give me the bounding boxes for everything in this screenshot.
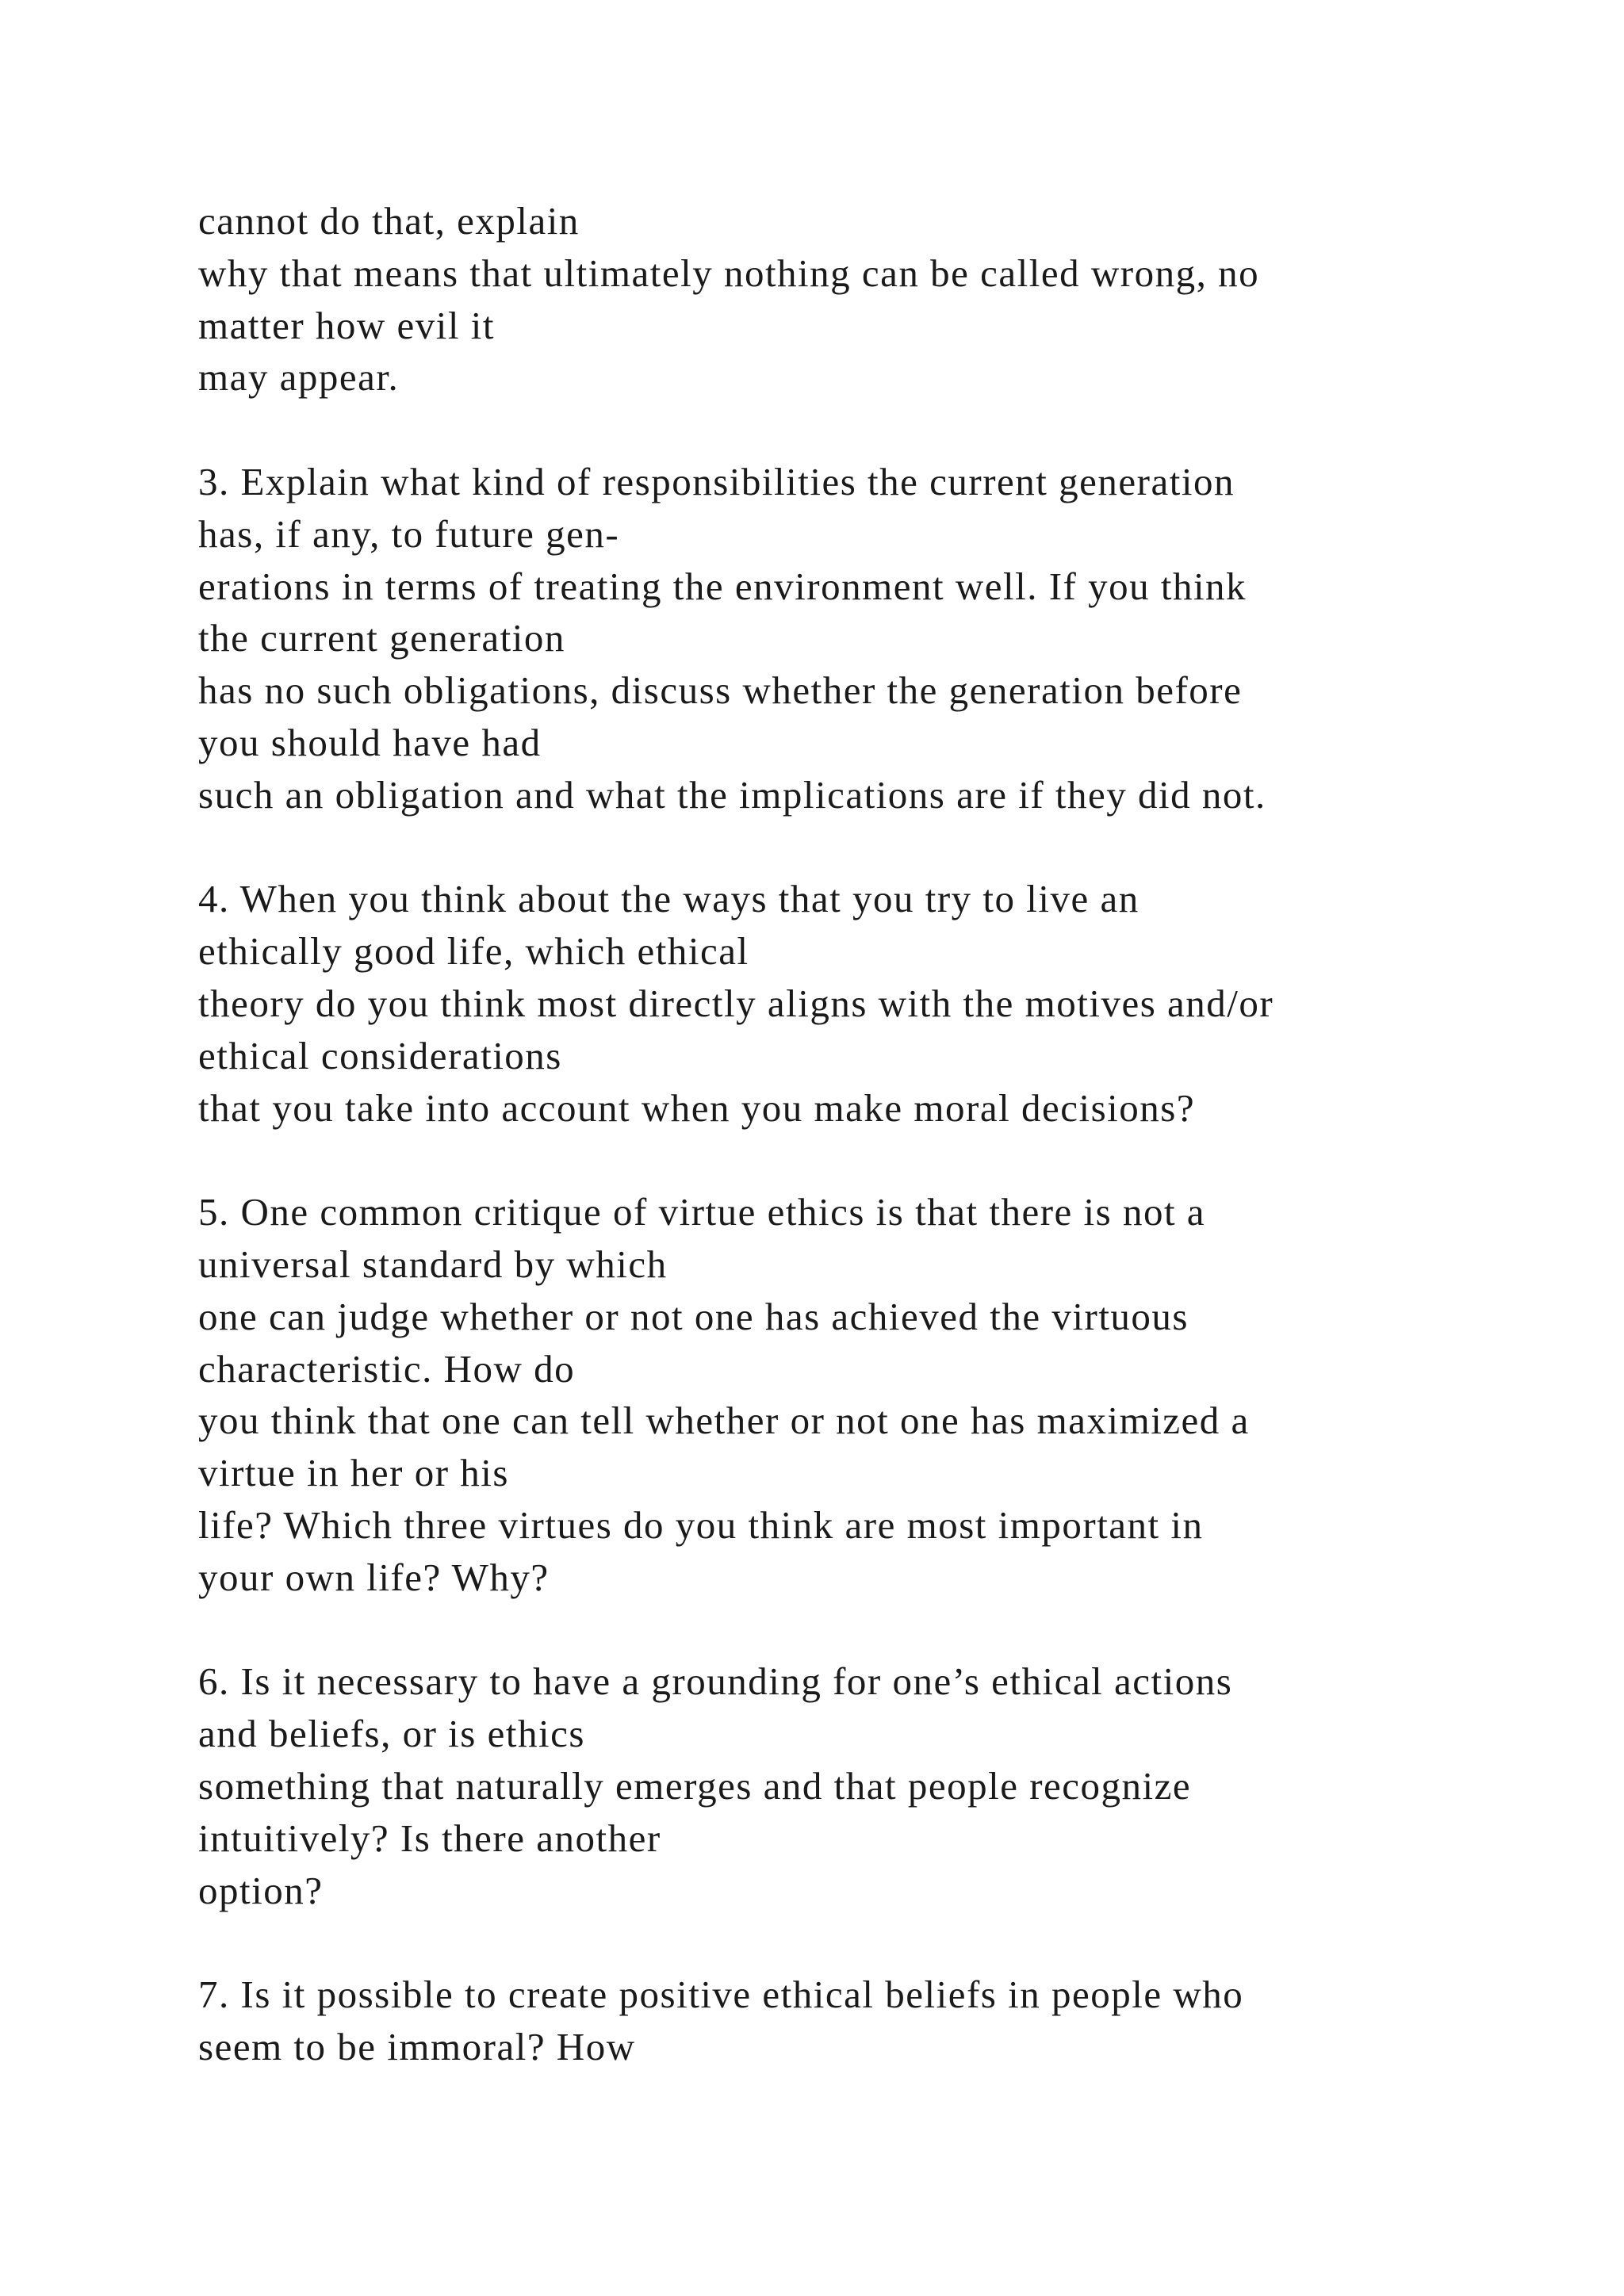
question-3 — [198, 456, 1562, 821]
text-line: option? — [198, 1868, 324, 1912]
text-line: matter how evil it — [198, 303, 495, 347]
text-line: has no such obligations, discuss whether the generation before — [198, 668, 1243, 713]
text-line: why that means that ultimately nothing can be called wrong, no — [198, 251, 1260, 295]
text-line: erations in terms of treating the environment well. If you think — [198, 564, 1247, 608]
text-line: 3. Explain what kind of responsibilities the current generation — [198, 459, 1235, 503]
text-line: virtue in her or his — [198, 1451, 509, 1495]
question-7 — [198, 1969, 1562, 2073]
text-line: the current generation — [198, 616, 565, 660]
text-line: 7. Is it possible to create positive ethical beliefs in people who — [198, 1973, 1244, 2017]
text-line: something that naturally emerges and that people recognize — [198, 1763, 1192, 1808]
text-line: and beliefs, or is ethics — [198, 1712, 585, 1756]
text-line: has, if any, to future gen- — [198, 511, 620, 556]
text-line: 5. One common critique of virtue ethics is that there is not a — [198, 1190, 1206, 1234]
text-line: cannot do that, explain — [198, 199, 580, 243]
text-line: such an obligation and what the implications are if they did not. — [198, 772, 1266, 817]
text-line: that you take into account when you make moral decisions? — [198, 1085, 1196, 1130]
text-line: seem to be immoral? How — [198, 2024, 636, 2068]
question-4 — [198, 873, 1562, 1134]
text-line: 4. When you think about the ways that you try to live an — [198, 877, 1139, 921]
question-5 — [198, 1186, 1562, 1603]
question-6 — [198, 1655, 1562, 1916]
text-line: you think that one can tell whether or not one has maximized a — [198, 1399, 1250, 1443]
text-line: life? Which three virtues do you think are most important in — [198, 1502, 1204, 1547]
text-line: ethically good life, which ethical — [198, 929, 749, 974]
text-line: 6. Is it necessary to have a grounding for one’s ethical actions — [198, 1659, 1233, 1704]
text-line: one can judge whether or not one has achieved the virtuous — [198, 1294, 1189, 1338]
paragraph-continuation — [198, 195, 1562, 404]
text-line: your own life? Why? — [198, 1555, 550, 1599]
text-line: universal standard by which — [198, 1242, 668, 1286]
text-line: you should have had — [198, 720, 542, 764]
text-line: may appear. — [198, 355, 400, 400]
text-line: theory do you think most directly aligns with the motives and/or — [198, 981, 1274, 1025]
text-line: ethical considerations — [198, 1033, 562, 1077]
text-line: characteristic. How do — [198, 1346, 576, 1391]
text-line: intuitively? Is there another — [198, 1816, 661, 1860]
document-body — [198, 195, 1562, 2125]
